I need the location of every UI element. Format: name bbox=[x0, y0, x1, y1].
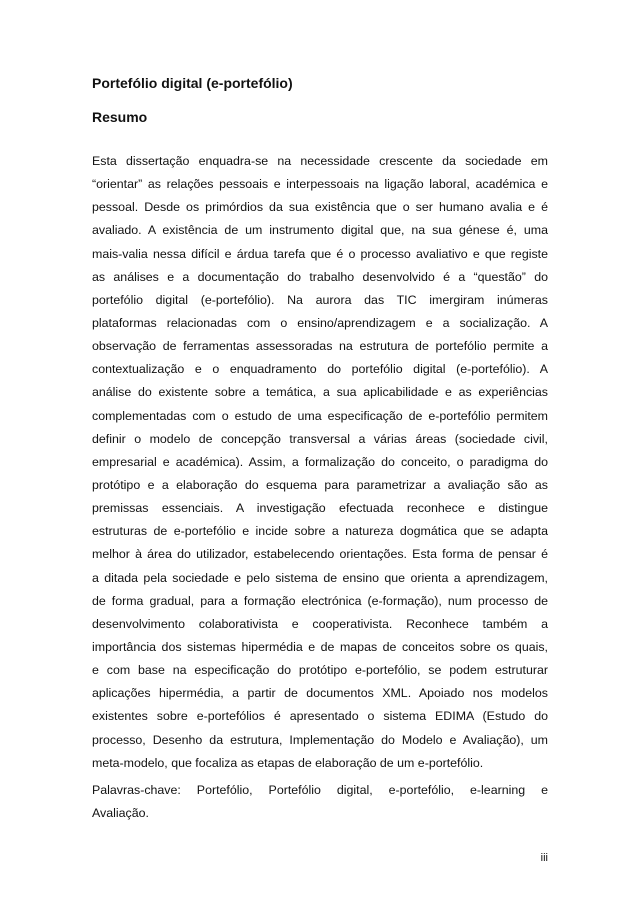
abstract-line: pessoal. Desde os primórdios da sua existência que o ser humano avalia e é bbox=[92, 200, 548, 215]
abstract-line: “orientar” as relações pessoais e interpessoais na ligação laboral, académica e bbox=[92, 177, 548, 192]
abstract-line: avaliado. A existência de um instrumento digital que, na sua génese é, uma bbox=[92, 223, 548, 238]
section-heading: Resumo bbox=[92, 109, 148, 125]
abstract-line: meta-modelo, que focaliza as etapas de elaboração de um e-portefólio. bbox=[92, 755, 484, 770]
abstract-line: a ditada pela sociedade e pelo sistema de ensino que orienta a aprendizagem, bbox=[92, 570, 548, 585]
abstract-line: análise do existente sobre a temática, a sua aplicabilidade e as experiências bbox=[92, 385, 548, 400]
abstract-line: melhor à área do utilizador, estabelecendo orientações. Esta forma de pensar é bbox=[92, 547, 548, 562]
abstract-line: premissas essenciais. A investigação efectuada reconhece e distingue bbox=[92, 501, 548, 516]
abstract-line: empresarial e académica). Assim, a formalização do conceito, o paradigma do bbox=[92, 454, 548, 469]
abstract-paragraph bbox=[92, 150, 548, 775]
abstract-line: importância dos sistemas hipermédia e de mapas de conceitos sobre os quais, bbox=[92, 639, 548, 654]
abstract-line: portefólio digital (e-portefólio). Na aurora das TIC imergiram inúmeras bbox=[92, 292, 548, 307]
abstract-line: Esta dissertação enquadra-se na necessidade crescente da sociedade em bbox=[92, 154, 548, 168]
abstract-line: definir o modelo de concepção transversal a várias áreas (sociedade civil, bbox=[92, 431, 548, 446]
abstract-line: plataformas relacionadas com o ensino/aprendizagem e a socialização. A bbox=[92, 315, 548, 330]
document-title: Portefólio digital (e-portefólio) bbox=[92, 75, 293, 91]
abstract-line: as análises e a documentação do trabalho desenvolvido é a “questão” do bbox=[92, 269, 548, 284]
abstract-line: protótipo e a elaboração do esquema para parametrizar a avaliação são as bbox=[92, 477, 548, 492]
keywords-line: Palavras-chave: Portefólio, Portefólio digital, e-portefólio, e-learning e bbox=[92, 783, 548, 797]
abstract-line: existentes sobre e-portefólios é apresentado o sistema EDIMA (Estudo do bbox=[92, 709, 548, 724]
abstract-line: desenvolvimento colaborativista e cooperativista. Reconhece também a bbox=[92, 616, 548, 631]
abstract-line: contextualização e o enquadramento do portefólio digital (e-portefólio). A bbox=[92, 362, 548, 377]
keywords-line: Avaliação. bbox=[92, 806, 149, 821]
abstract-line: aplicações hipermédia, a partir de documentos XML. Apoiado nos modelos bbox=[92, 686, 548, 701]
abstract-line: mais-valia nessa difícil e árdua tarefa que é o processo avaliativo e que registe bbox=[92, 246, 548, 261]
abstract-line: estruturas de e-portefólio e incide sobre a natureza dogmática que se adapta bbox=[92, 524, 548, 539]
abstract-line: observação de ferramentas assessoradas na estrutura de portefólio permite a bbox=[92, 339, 548, 354]
abstract-line: complementadas com o estudo de uma especificação de e-portefólio permitem bbox=[92, 408, 548, 423]
keywords-paragraph bbox=[92, 779, 548, 825]
abstract-line: processo, Desenho da estrutura, Implementação do Modelo e Avaliação), um bbox=[92, 732, 548, 747]
page-number: iii bbox=[540, 852, 548, 864]
abstract-line: e com base na especificação do protótipo e-portefólio, se podem estruturar bbox=[92, 663, 548, 678]
abstract-line: de forma gradual, para a formação electrónica (e-formação), num processo de bbox=[92, 593, 548, 608]
